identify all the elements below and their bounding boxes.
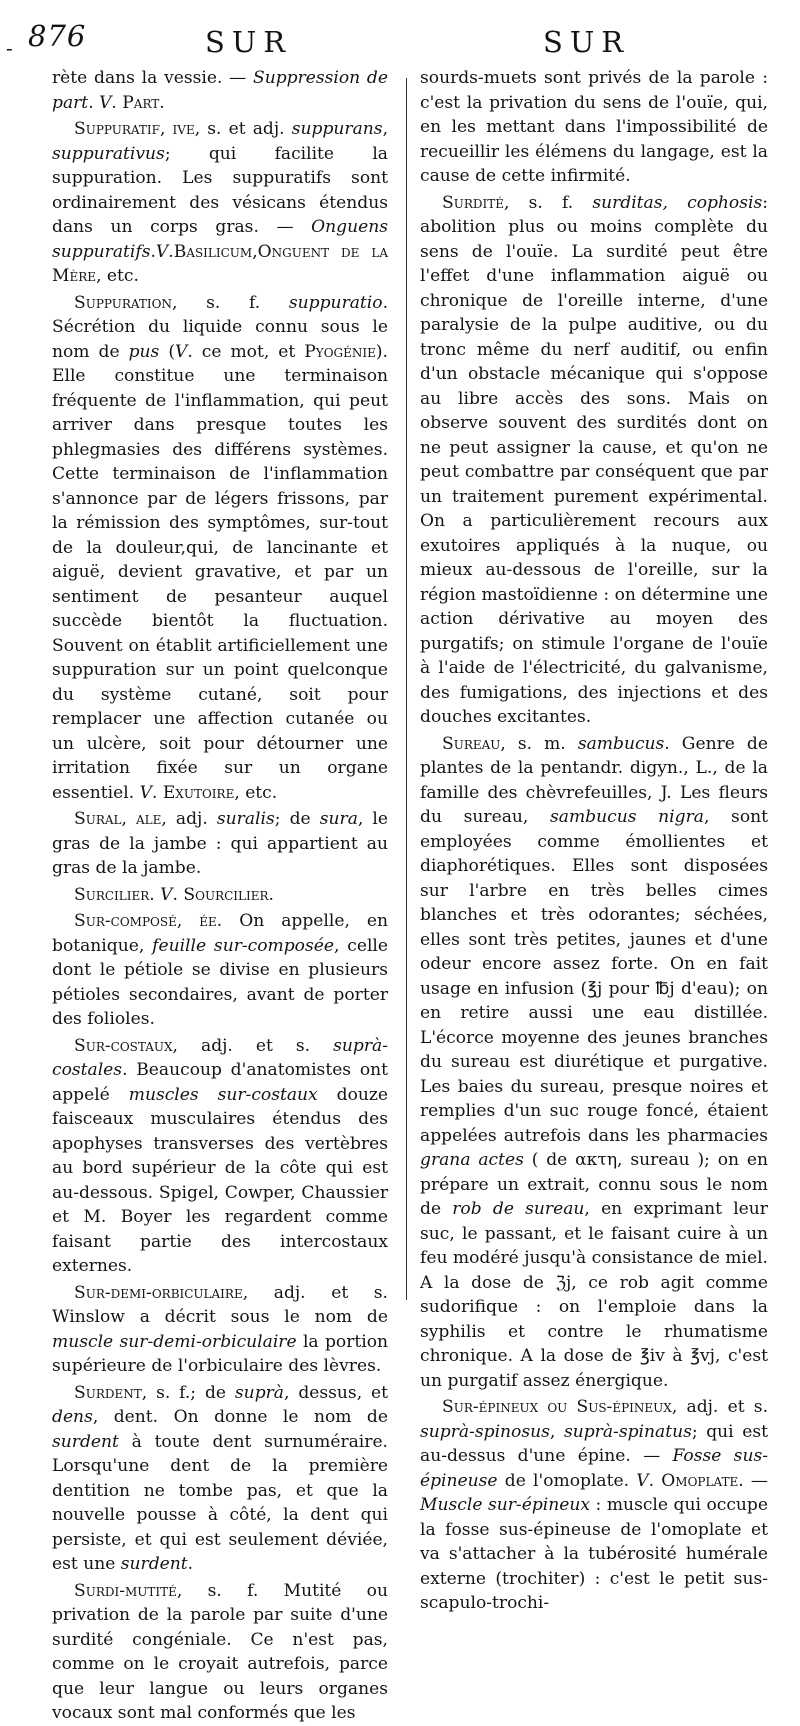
italic-text: suppuratio [288, 292, 383, 313]
entry-text: ; qui facilite la suppuration. Les suppuratifs sont ordinairement des vésicans étendus dans un corps gras. — [52, 143, 388, 237]
italic-text: muscle sur-demi-orbiculaire [52, 1331, 297, 1352]
entry-headword: Sur-costaux [74, 1035, 173, 1056]
entry-text: sourds-muets sont privés de la parole : c'est la privation du sens de l'ouïe, qui, en les mettant dans l'impossibilité de recueillir les élémens du langage, est la cause de cette infirmité. [420, 68, 768, 186]
cross-reference: Basilicum [173, 241, 253, 262]
entry-text: ( de ακτη, sureau ); on en prépare un extrait, connu sous le nom de [420, 1150, 768, 1219]
entry-text: ( [159, 341, 175, 362]
entry-headword: Sur-épineux ou Sus-épineux [442, 1397, 672, 1417]
page-number: 876 [28, 19, 87, 53]
italic-text: V [155, 241, 169, 262]
italic-text: Onguens suppuratifs [52, 217, 388, 262]
italic-text: surdent [120, 1554, 188, 1574]
cross-reference: Exutoire [162, 782, 235, 803]
entry-text: . [159, 92, 165, 113]
italic-text: suppurativus [52, 143, 165, 164]
entry-text: , [382, 119, 388, 139]
entry-text: . [172, 884, 184, 905]
entry-headword: Suppuration [74, 292, 173, 313]
entry-text: . [149, 884, 161, 905]
entry-text: douze faisceaux musculaires étendus des apophyses transverses des vertèbres au bord supérieur de la côte qui est au-dessous. Spigel, Cowper, Chaussier et M. Boyer les regardent comme faisant partie des intercostaux externes. [52, 1084, 388, 1276]
italic-text: suralis [216, 809, 275, 829]
entry-headword: Surdi-mutité [74, 1580, 177, 1601]
italic-text: suprà-spinatus [563, 1421, 692, 1442]
entry-text: , celle dont le pétiole se divise en plusieurs pétioles secondaires, avant de porter des folioles. [52, 935, 388, 1029]
entry-text: , en exprimant leur suc, le passant, et le faisant cuire à un feu modéré jusqu'à consistance de miel. A la dose de ℨj, ce rob agit comme sudorifique : on l'emploie dans la syphilis et contre le rhumatisme chronique. A la dose de ℥iv à ℥vj, c'est un purgatif assez énergique. [420, 1199, 768, 1391]
entry [52, 909, 388, 1032]
italic-text: Fosse sus-épineuse [420, 1446, 768, 1491]
entry-text: , etc. [96, 266, 139, 286]
entry-text: , sont employées comme émollientes et diaphorétiques. Elles sont disposées sur l'arbre en très belles cimes blanches et très odorantes; séchées, elles sont très petites, jaunes et d'une odeur encore assez forte. On en fait usage en infusion (℥j pour ℔j d'eau); on en retire aussi une eau distillée. L'écorce moyenne des jeunes branches du sureau est diurétique et purgative. Les baies du sureau, presque noires et remplies d'un suc rouge foncé, étaient appelées autrefois dans les pharmacies [420, 807, 768, 1146]
entry-headword: Suppuratif, ive [74, 119, 195, 139]
italic-text: V [636, 1470, 649, 1491]
entry-text: , adj. et s. [671, 1397, 768, 1417]
entry [420, 191, 768, 730]
italic-text: dens [52, 1407, 93, 1427]
entry-headword: Sureau [442, 733, 501, 754]
entry-text: . Sécrétion du liquide connu sous le nom de [52, 292, 388, 362]
cross-reference: Pyogénie [304, 341, 376, 362]
entry [52, 117, 388, 289]
entry-text: . On appelle, en botanique, [52, 911, 388, 956]
entry-text: : abolition plus ou moins complète du sens de l'ouïe. La surdité peut être l'effet d'une inflammation aiguë ou chronique de l'oreille interne, d'une paralysie de la pulpe auditive, ou du tronc même du nerf auditif, ou enfin d'un obstacle mécanique qui s'oppose au libre accès des sons. Mais on observe souvent des surdités dont on ne peut assigner la cause, et qu'on ne peut combattre par conséquent que par un traitement purement expérimental. On a particulièrement recours aux exutoires appliqués à la nuque, ou mieux au-dessous de l'oreille, sur la région mastoïdienne : on détermine une action dérivative au moyen des purgatifs; on stimule l'organe de l'ouïe à l'aide de l'électricité, du galvanisme, des fumigations, des injections et des douches excitantes. [420, 192, 769, 727]
cross-reference: Part [122, 92, 160, 113]
entry-text: ). Elle constitue une terminaison fréquente de l'inflammation, qui peut arriver dans presque toutes les phlegmasies des différens systèmes. Cette terminaison de l'inflammation s'annonce par de légers frissons, par la rémission des symptômes, sur-tout de la douleur,qui, de lancinante et aiguë, devient gravative, et par un sentiment de pesanteur auquel succède bientôt la fluctuation. Souvent on établit artificiellement une suppuration sur un point quelconque du système cutané, soit pour remplacer une affection cutanée ou un ulcère, soit pour détourner une irritation fixée sur un organe essentiel. [52, 341, 388, 803]
entry-text: . Beaucoup d'anatomistes ont appelé [52, 1060, 388, 1105]
entry-headword: Surdité [442, 192, 504, 213]
entry [52, 291, 388, 806]
italic-text: grana actes [420, 1150, 524, 1170]
italic-text: suppurans [291, 119, 383, 139]
column-rule [406, 78, 407, 1300]
italic-text: suprà-spinosus [420, 1421, 550, 1442]
entry-text: , dent. On donne le nom de [92, 1407, 388, 1427]
entry [52, 1281, 388, 1379]
entry-text: , etc. [234, 782, 278, 803]
entry-text: , s. f. [172, 292, 289, 313]
italic-text: surditas, cophosis [592, 192, 763, 213]
entry-text: . [187, 1554, 194, 1574]
entry-text: . [648, 1470, 662, 1491]
left-column [52, 66, 388, 1726]
cross-reference: Omoplate [661, 1470, 739, 1491]
entry-text: . [150, 241, 156, 262]
entry-text: . Genre de plantes de la pentandr. digyn., L., de la famille des chèvrefeuilles, J. Les fleurs du sureau, [420, 733, 768, 827]
italic-text: sambucus [577, 733, 665, 754]
entry-text: . [111, 92, 123, 113]
italic-text: suprà [234, 1382, 284, 1403]
italic-text: V [174, 341, 188, 362]
running-head-left: SUR [205, 25, 293, 59]
entry [52, 1034, 388, 1279]
entry-text: , adj. et s. [172, 1035, 334, 1056]
entry [52, 807, 388, 881]
italic-text: V [99, 92, 112, 113]
entry-text: rète dans la vessie. — [52, 68, 253, 88]
entry-text: , [549, 1421, 564, 1442]
entry [52, 1579, 388, 1726]
entry-headword: Surdent [74, 1382, 142, 1403]
entry-text: : muscle qui occupe la fosse sus-épineuse de l'omoplate et va s'attacher à la tubérosité humérale externe (trochiter) : c'est le petit sus-scapulo-trochi- [420, 1495, 768, 1613]
italic-text: surdent [52, 1431, 119, 1452]
entry [52, 66, 388, 115]
entry-text: de l'omoplate. [497, 1470, 637, 1491]
italic-text: pus [128, 341, 160, 362]
cross-reference: Sourcilier [183, 884, 269, 905]
italic-text: sura [319, 809, 358, 829]
cross-reference: Onguent de la Mère [52, 241, 388, 286]
entry [420, 732, 768, 1394]
entry-text: ; qui est au-dessus d'une épine. — [420, 1421, 768, 1466]
entry-text: . [268, 884, 274, 905]
italic-text: Suppression de part [52, 68, 388, 113]
entry-text: , s. f. Mutité ou privation de la parole par suite d'une surdité congéniale. Ce n'est pas, comme on le croyait autrefois, parce que leur langue ou leurs organes vocaux sont mal conformés que les [52, 1580, 388, 1723]
italic-text: V [160, 884, 173, 905]
right-column [420, 66, 768, 1616]
entry-text: , s. f. [503, 192, 593, 213]
entry-text: . ce mot, et [187, 341, 305, 362]
entry [420, 66, 768, 189]
italic-text: rob de sureau [452, 1199, 585, 1219]
entry-text: , s. f.; de [141, 1382, 235, 1403]
entry [52, 883, 388, 908]
italic-text: suprà-costales [52, 1035, 388, 1080]
italic-text: Muscle sur-épineux [420, 1495, 591, 1515]
entry [420, 1395, 768, 1616]
entry-text: . [151, 782, 163, 803]
entry-text: , adj. [161, 809, 217, 829]
italic-text: sambucus nigra [550, 807, 704, 827]
entry-text: ; de [274, 809, 320, 829]
entry-text: , dessus, et [284, 1382, 389, 1403]
entry-headword: Sur-composé, ée [74, 911, 217, 931]
margin-mark: - [6, 36, 13, 60]
italic-text: muscles sur-costaux [128, 1084, 318, 1105]
entry-text: . — [738, 1470, 768, 1491]
entry-text: la portion supérieure de l'orbiculaire des lèvres. [52, 1331, 388, 1376]
entry-headword: Sur-demi-orbiculaire [74, 1282, 243, 1303]
entry-text: , s. m. [500, 733, 578, 754]
entry-headword: Surcilier [74, 884, 150, 905]
entry-text: , [252, 241, 258, 262]
italic-text: feuille sur-composée [152, 935, 334, 956]
entry-text: , le gras de la jambe : qui appartient au gras de la jambe. [52, 809, 389, 878]
entry-text: , adj. et s. Winslow a décrit sous le nom de [52, 1282, 388, 1327]
entry-headword: Sural, ale [74, 809, 162, 829]
entry-text: . [88, 92, 100, 113]
entry [52, 1381, 388, 1577]
entry-text: . [168, 241, 174, 262]
entry-text: à toute dent surnuméraire. Lorsqu'une dent de la première dentition ne tombe pas, et que la nouvelle pousse à côté, la dent qui persiste, et qui est seulement déviée, est une [52, 1431, 388, 1574]
italic-text: V [139, 782, 152, 803]
running-head-right: SUR [543, 25, 631, 59]
entry-text: , s. et adj. [194, 119, 292, 139]
